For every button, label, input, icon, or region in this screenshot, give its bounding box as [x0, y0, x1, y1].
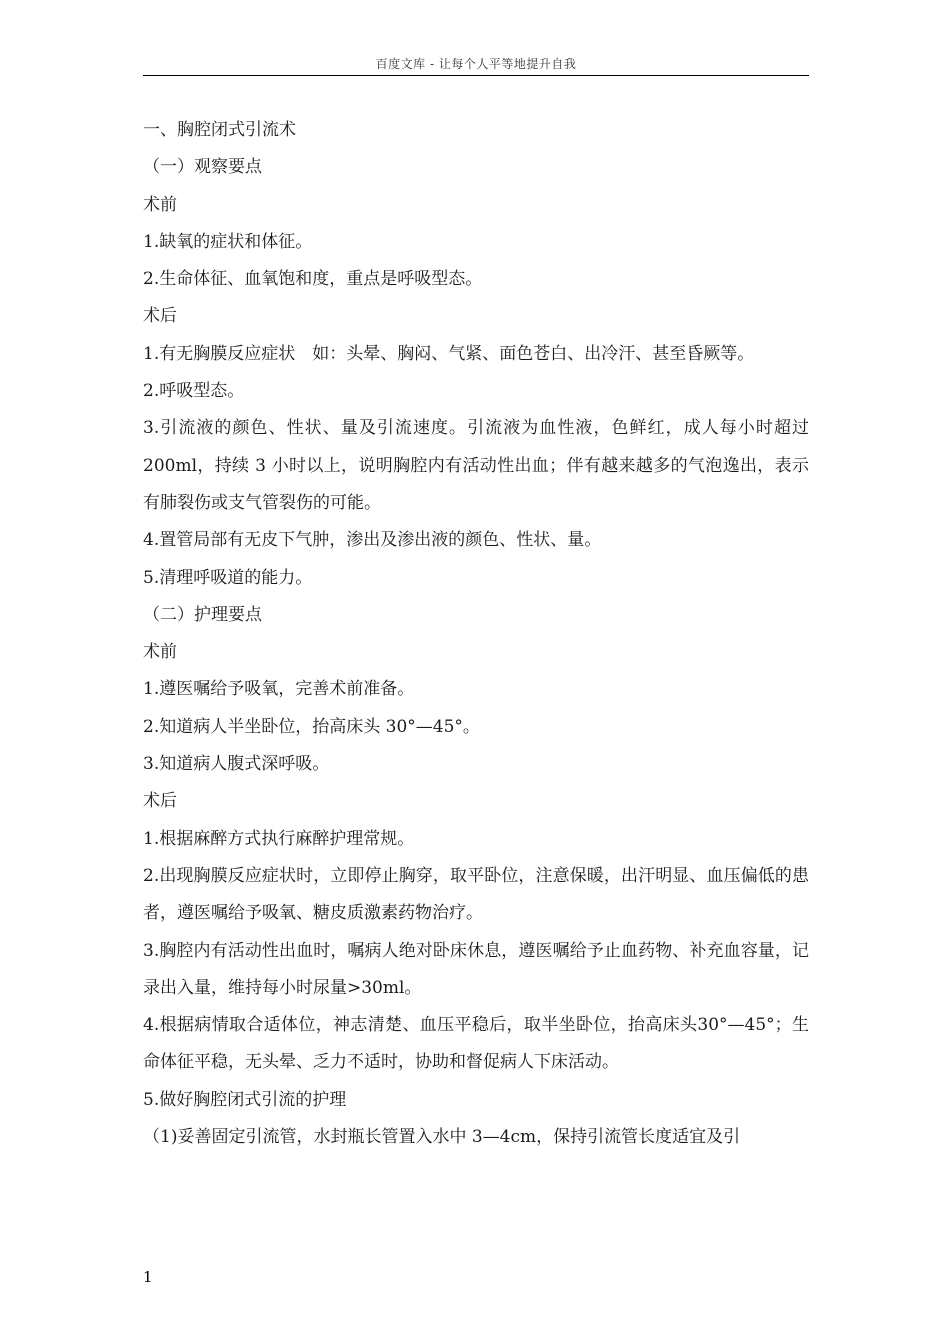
list-item: 1.缺氧的症状和体征。: [143, 231, 313, 252]
list-item: 3.知道病人腹式深呼吸。: [143, 754, 330, 775]
list-item: 4.根据病情取合适体位，神志清楚、血压平稳后，取半坐卧位，抬高床头30°—45°；生命体征平稳，无头晕、乏力不适时，协助和督促病人下床活动。: [143, 1015, 809, 1073]
list-item: 2.呼吸型态。: [143, 381, 245, 402]
list-item: 2.知道病人半坐卧位，抬高床头 30°—45°。: [143, 716, 480, 737]
header-divider: [143, 75, 809, 76]
subsection-label: 术前: [143, 194, 177, 215]
list-item: 2.生命体征、血氧饱和度，重点是呼吸型态。: [143, 269, 483, 290]
list-item: 3.胸腔内有活动性出血时，嘱病人绝对卧床休息，遵医嘱给予止血药物、补充血容量，记录出入量，维持每小时尿量>30ml。: [143, 940, 809, 998]
list-item: 5.做好胸腔闭式引流的护理: [143, 1089, 347, 1110]
subsection-label: 术后: [143, 306, 177, 327]
list-item: （1)妥善固定引流管，水封瓶长管置入水中 3—4cm，保持引流管长度适宜及引: [143, 1127, 741, 1148]
list-item: 4.置管局部有无皮下气肿，渗出及渗出液的颜色、性状、量。: [143, 530, 602, 551]
subsection-label: 术后: [143, 791, 177, 812]
section-heading: （一）观察要点: [143, 157, 262, 178]
list-item: 1.有无胸膜反应症状 如：头晕、胸闷、气紧、面色苍白、出冷汗、甚至昏厥等。: [143, 343, 755, 364]
list-item: 5.清理呼吸道的能力。: [143, 567, 313, 588]
list-item: 1.根据麻醉方式执行麻醉护理常规。: [143, 828, 415, 849]
document-body: [143, 112, 809, 1156]
list-item: 2.出现胸膜反应症状时，立即停止胸穿，取平卧位，注意保暖，出汗明显、血压偏低的患者，遵医嘱给予吸氧、糖皮质激素药物治疗。: [143, 865, 809, 924]
list-item: 3.引流液的颜色、性状、量及引流速度。引流液为血性液，色鲜红，成人每小时超过 200ml，持续 3 小时以上，说明胸腔内有活动性出血；伴有越来越多的气泡逸出，表示有肺裂伤或支气管裂伤的可能。: [143, 418, 809, 513]
section-heading: （二）护理要点: [143, 604, 262, 625]
page-header: 百度文库 - 让每个人平等地提升自我: [375, 57, 577, 71]
page-number: 1: [143, 1268, 153, 1286]
subsection-label: 术前: [143, 642, 177, 663]
document-title: 一、胸腔闭式引流术: [143, 120, 296, 140]
list-item: 1.遵医嘱给予吸氧，完善术前准备。: [143, 679, 415, 700]
